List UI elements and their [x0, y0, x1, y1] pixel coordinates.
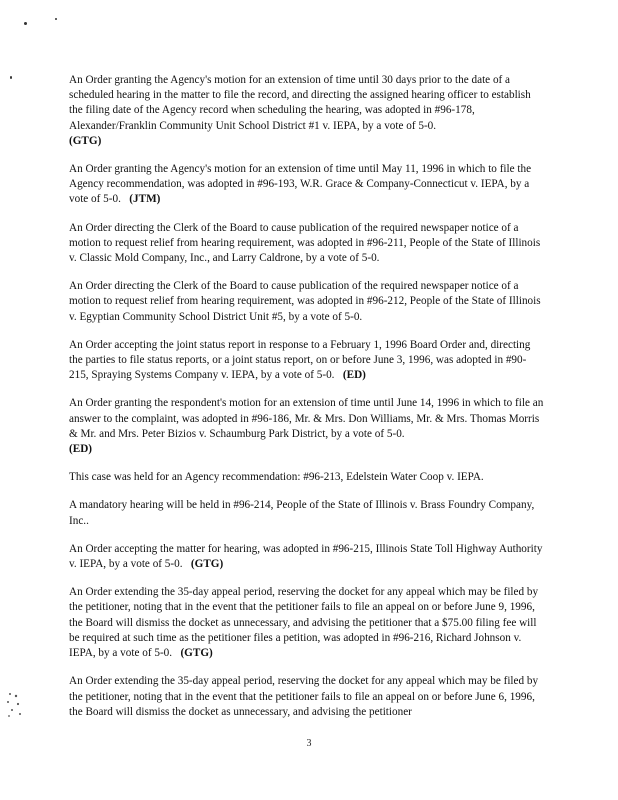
paragraph-tag: (GTG): [69, 134, 102, 147]
page-number: 3: [306, 738, 312, 749]
paragraph-text: An Order extending the 35-day appeal period, reserving the docket for any appeal which may be filed by the petitioner, noting that in the event that the petitioner fails to file an appeal on or before June 9, 1996, the Board will dismiss the docket as unnecessary, and advising the petitioner that a $75.00 filing fee will be required at such time as the petitioner files a petition, was adopted in #96-216, Richard Johnson v. IEPA, by a vote of 5-0.: [69, 586, 539, 660]
paragraph-text: An Order directing the Clerk of the Board to cause publication of the required newspaper notice of a motion to request relief from hearing requirement, was adopted in #96-211, People of the State of Illinois v. Classic Mold Company, Inc., and Larry Caldrone, by a vote of 5-0.: [69, 221, 541, 265]
paragraph-text: This case was held for an Agency recommendation: #96-213, Edelstein Water Coop v. IEPA.: [69, 471, 484, 484]
order-paragraph: [69, 73, 545, 149]
order-paragraph: [69, 221, 545, 267]
order-paragraph: [69, 338, 545, 384]
order-paragraph: [69, 498, 545, 528]
paragraph-text: An Order accepting the joint status report in response to a February 1, 1996 Board Order and, directing the parties to file status reports, or a joint status report, on or before June 3, 1996, was adopted in #90-215, Spraying Systems Company v. IEPA, by a vote of 5-0.: [69, 338, 531, 382]
paragraph-tag: (GTG): [190, 558, 224, 571]
order-paragraph: [69, 396, 545, 457]
scan-stamp-mark: [4, 690, 26, 720]
paragraph-tag: (JTM): [129, 193, 161, 206]
document-body: [69, 73, 545, 733]
paragraph-tag: (ED): [342, 369, 366, 382]
paragraph-text: An Order granting the Agency's motion for an extension of time until 30 days prior to the date of a scheduled hearing in the matter to file the record, and directing the assigned hearing officer to establish the filing date of the Agency record when scheduling the hearing, was adopted in #96-178, Alexander/Franklin Community Unit School District #1 v. IEPA, by a vote of 5-0.: [69, 74, 531, 132]
order-paragraph: [69, 674, 545, 720]
paragraph-text: An Order extending the 35-day appeal period, reserving the docket for any appeal which may be filed by the petitioner, noting that in the event that the petitioner fails to file an appeal on or before June 6, 1996, the Board will dismiss the docket as unnecessary, and advising the petitioner: [69, 675, 539, 718]
order-paragraph: [69, 542, 545, 572]
paragraph-tag: (GTG): [180, 647, 213, 660]
paragraph-text: A mandatory hearing will be held in #96-214, People of the State of Illinois v. Brass Foundry Company, Inc..: [69, 499, 535, 527]
paragraph-text: An Order granting the respondent's motion for an extension of time until June 14, 1996 in which to file an answer to the complaint, was adopted in #96-186, Mr. & Mrs. Don Williams, Mr. & Mrs. Thomas Morris & Mr. and Mrs. Peter Bizios v. Schaumburg Park District, by a vote of 5-0.: [69, 397, 544, 440]
order-paragraph: [69, 470, 545, 485]
order-paragraph: [69, 162, 545, 208]
order-paragraph: [69, 585, 545, 661]
paragraph-text: An Order accepting the matter for hearing, was adopted in #96-215, Illinois State Toll Highway Authority v. IEPA, by a vote of 5-0.: [69, 542, 543, 571]
paragraph-text: An Order granting the Agency's motion for an extension of time until May 11, 1996 in which to file the Agency recommendation, was adopted in #96-193, W.R. Grace & Company-Connecticut v. IEPA, by a vote of 5-0.: [69, 163, 532, 206]
order-paragraph: [69, 279, 545, 325]
scan-speck: [24, 22, 27, 25]
scan-speck: [55, 18, 57, 20]
paragraph-text: An Order directing the Clerk of the Board to cause publication of the required newspaper notice of a motion to request relief from hearing requirement, was adopted in #96-212, People of the State of Illinois v. Egyptian Community School District Unit #5, by a vote of 5-0.: [69, 280, 541, 323]
scan-speck: [10, 76, 12, 79]
paragraph-tag: (ED): [69, 443, 92, 456]
